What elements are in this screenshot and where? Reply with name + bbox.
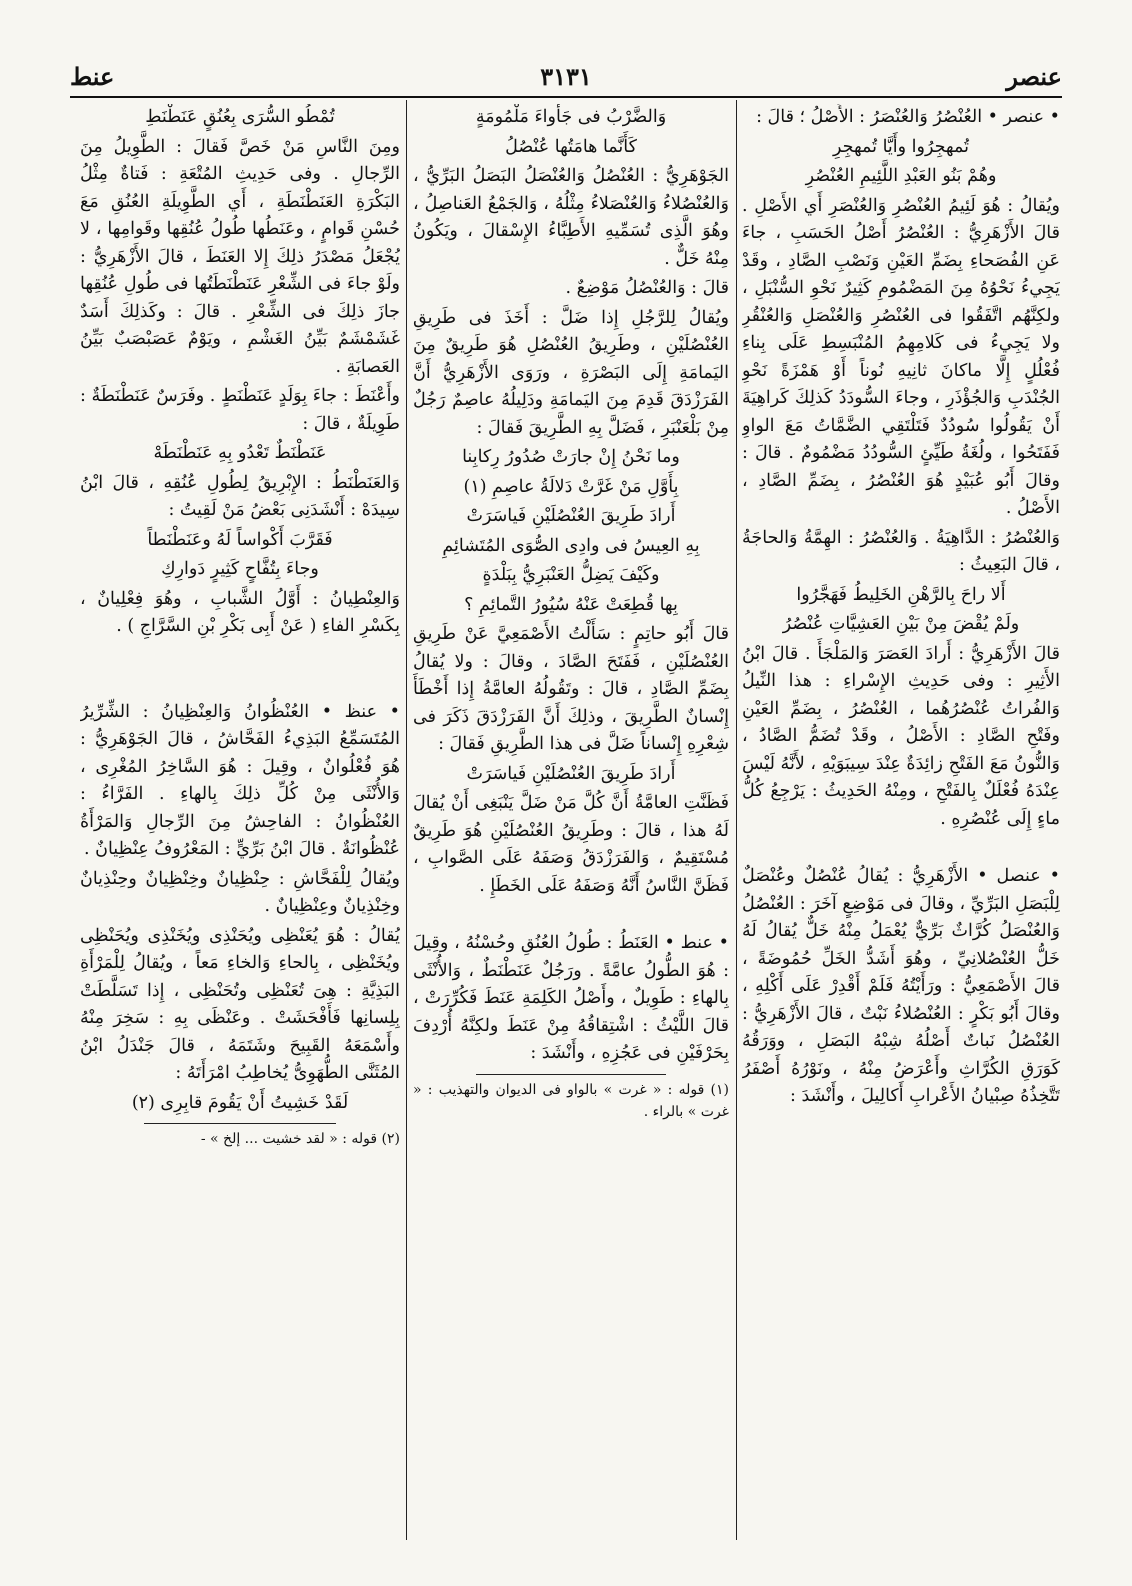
footnote-rule [144,1123,336,1124]
left-column-body [80,104,400,1117]
verse-line: وكَيْفَ يَضِلُّ العَنْبَرِيُّ بِبَلْدَةٍ [482,565,660,585]
paragraph: فَظَنَّتِ العامَّةُ أَنَّ كُلَّ مَنْ ضَلَّ يَنْبَغِى أَنْ يُقالَ لَهُ هذا ، قالَ : وطَرِيقُ العُنْصُلَيْنِ هُوَ طَرِيقٌ مُسْتَقِيمٌ ، وَالفَرَزْدَقُ وَصَفَهُ عَلَى الصَّوابِ ، فَظَنَّ النَّاسُ أَنَّهُ وَصَفَهُ عَلَى الخَطَإِ . [413,793,729,896]
entry-gap [80,643,400,671]
paragraph: وَالعَنَطْنَطُ : الإِبْرِيقُ لِطُولِ عُنُقِهِ ، قالَ ابْنُ سِيدَهْ : أَنْشَدَنِى بَعْضُ مَنْ لَقِيتُ : [80,472,400,520]
paragraph: وَالعُنْصُرُ : الدَّاهِيَةُ . وَالعُنْصُرُ : الهِمَّةُ وَالحاجَةُ ، قالَ البَعِيثُ : [742,527,1060,575]
paragraph: قالَ : وَالعُنْصُلُ مَوْضِعٌ . [565,278,729,298]
verse-line: فَقَرَّبَ أَكْواساً لَهُ وعَنَطْنَطاً [147,529,333,550]
left-column [80,104,400,1544]
paragraph: وَالعِنْطِيانُ : أَوَّلُ الشَّبابِ ، وهُوَ فِعْلِيانٌ ، بِكَسْرِ الفاءِ ( عَنْ أَبِى بَكْرِ بْنِ السَّرَّاجِ ) . [80,588,400,636]
entry-gap [80,671,400,699]
verse-line: وهُمْ بَنُو العَبْدِ اللَّئِيمِ العُنْصُرِ [805,166,997,186]
entry-gap [413,902,729,930]
footnote-rule [476,1074,666,1075]
verse-line: وما نَحْنُ إِنْ جارَتْ صُدُورُ رِكابِنا [462,447,680,467]
middle-footnote: (١) قوله : « غرت » بالواو فى الديوان والتهذيب : « غرت » بالراء . [413,1081,729,1120]
paragraph: ومِنَ النَّاسِ مَنْ خَصَّ فَقالَ : الطَّوِيلُ مِنَ الرِّجالِ . وفى حَدِيثِ المُتْعَةِ : فَتاةٌ مِثْلُ البَكْرَةِ العَنَطْنَطَةِ ، أَي الطَّوِيلَةِ العُنُقِ مَعَ حُسْنِ قَوامٍ ، وعَنَطُها طُولُ عُنُقِها وقَوامِها ، لا يُجْعَلُ مَصْدَرُ ذلِكَ إِلا العَنَطَ ، قالَ الأَزْهَرِيُّ : ولَوْ جاءَ فى الشِّعْرِ عَنَطْنَطَتُها فى طُولِ عُنُقِها جازَ ذلِكَ فى الشِّعْرِ . قالَ : وكَذلِكَ أَسَدٌ غَشَمْشَمٌ بَيِّنُ الغَشْمِ ، ويَوْمٌ عَصَبْصَبٌ بَيِّنُ العَصابَةِ . [80,136,400,377]
paragraph: وأَعْنَطَ : جاءَ بِوَلَدٍ عَنَطْنَطٍ . وفَرَسٌ عَنَطْنَطَةٌ : طَوِيلَةٌ ، قالَ : [80,386,400,434]
verse-line: أَرادَ طَرِيقَ العُنْصُلَيْنِ فَياسَرَتْ [466,506,676,526]
paragraph: قالَ أَبُو حاتِمٍ : سَأَلْتُ الأَصْمَعِيَّ عَنْ طَرِيقِ العُنْصُلَيْنِ ، فَفَتَحَ الصَّادَ ، وقالَ : ولا يُقالُ بِضَمِّ الصَّادِ ، قالَ : وتَقُولُهُ العامَّةُ إِذا أَخْطَأَ إِنْسانٌ الطَّرِيقَ ، وذلِكَ أَنَّ الفَرَزْدَقَ ذَكَرَ فى شِعْرِهِ إِنْساناً ضَلَّ فى هذا الطَّرِيقِ فَقالَ : [413,624,729,754]
verse-line: لَقَدْ خَشِيتُ أَنْ يَقُومَ قابِرِى (٢) [131,1092,349,1113]
paragraph: ويُقالُ لِلْفَحَّاشِ : حِنْظِيانٌ وخِنْظِيانٌ وحِنْذِيانٌ وخِنْذِيانٌ وعِنْظِيانٌ . [80,868,400,916]
column-divider-right [736,100,737,1540]
header-rule [70,96,1062,98]
paragraph: قالَ الأَزْهَرِيُّ : أَرادَ العَصَرَ وَالمَلْجَأَ . قالَ ابْنُ الأَثِيرِ : وفى حَدِيثِ الإِسْراءِ : هذا النِّيلُ وَالفُراتُ عُنْصُرُهُما ، العُنْصُرُ ، بِضَمِّ العَيْنِ وفَتْحِ الصَّادِ : الأَصْلُ ، وقَدْ تُضَمُّ الصَّادُ ، وَالنُّونُ مَعَ الفَتْحِ زائِدَةٌ عِنْدَ سِيبَوَيْهِ ، لأَنَّهُ لَيْسَ عِنْدَهُ فُعْلَلٌ بِالفَتْحِ ، ومِنْهُ الحَدِيثُ : يَرْجِعُ كُلُّ ماءٍ إِلَى عُنْصُرِهِ . [742,643,1060,829]
header-left-word: عنط [70,62,115,91]
paragraph: الجَوْهَرِيُّ : العُنْصُلُ وَالعُنْصَلُ البَصَلُ البَرِّيُّ ، وَالعُنْصُلاءُ وَالعُنْصَلاءُ مِثْلُهُ ، وَالجَمْعُ العَناصِلُ ، وهُوَ الَّذِى تُسَمِّيهِ الأَطِبَّاءُ الإِسْقالَ ، ويَكُونُ مِنْهُ خَلٌّ . [413,166,729,269]
verse-line: أَلا راحَ بِالرَّهْنِ الخَلِيطُ فَهَجَّرُوا [796,584,1006,605]
verse-line: ولَمْ يُقْضَ مِنْ بَيْنِ العَشِيَّاتِ عُنْصُرُ [782,614,1020,634]
entry-gap [742,835,1060,863]
middle-column [413,104,729,1544]
header-right-word: عنصر [1006,62,1062,91]
column-divider-left [406,100,407,1540]
verse-line: عَنَطْنَطٌ تَعْدُو بِهِ عَنَطْنَطَهْ [153,443,327,463]
page-number: ٣١٣١ [540,62,592,91]
verse-line: وَالضَّرْبُ فى جَأْواءَ مَلْمُومَةٍ [475,107,667,127]
verse-line: كَأَنَّما هامَتُها عُنْصُلُ [505,136,637,157]
paragraph: ويُقالُ : هُوَ لَئِيمُ العُنْصُرِ وَالعُنْصَرِ أَي الأَصْلِ . قالَ الأَزْهَرِيُّ : العُنْصُرُ أَصْلُ الحَسَبِ ، جاءَ عَنِ الفُصَحاءِ بِضَمِّ العَيْنِ وَنَصْبِ الصَّادِ ، وقَدْ يَجِيءُ نَحْوُهُ مِنَ المَضْمُومِ كَثِيرٌ نَحْوِ السُّنْبَلِ ، ولكِنَّهُم اتَّفَقُوا فى العُنْصُرِ وَالعُنْصَلِ وَالعُنْقُرِ ولا يَجِيءُ فى كَلامِهِمُ المُنْبَسِطِ عَلَى بِناءِ فُعْلُلٍ إِلَّا ماكانَ ثانِيهِ نُوناً أَوْ هَمْزَةً نَحْوِ الجُنْدَبِ وَالجُؤْذَرِ ، وجاءَ السُّودَدُ كَذلِكَ كَراهِيَةَ أَنْ يَقُولُوا سُودُدٌ فَتَلْتَقِي الضَّمَّاتُ مَعَ الواوِ فَفَتَحُوا ، ولُغَةُ طَيِّئٍ السُّودُدُ مَضْمُومٌ . قالَ : وقالَ أَبُو عُبَيْدٍ هُوَ العُنْصُرُ ، بِضَمِّ الصَّادِ ، الأَصْلُ . [742,195,1060,518]
paragraph: • عنظ • العُنْظُوانُ وَالعِنْظِيانُ : الشِّرِّيرُ المُتَسَمِّعُ البَذِيءُ الفَحَّاشُ ، قالَ الجَوْهَرِيُّ : هُوَ فُعْلُوانٌ ، وقِيلَ : هُوَ السَّاخِرُ المُغْرِى ، وَالأُنْثَى مِنْ كُلِّ ذلِكَ بِالهاءِ . الفَرَّاءُ : العُنْظُوانُ : الفاحِشُ مِنَ الرِّجالِ وَالمَرْأَةُ عُنْظُوانَةٌ . قالَ ابْنُ بَرِّيٍّ : المَعْرُوفُ عِنْظِيانٌ . [80,701,400,859]
paragraph: • عنط • العَنَطُ : طُولُ العُنُقِ وحُسْنُهُ ، وقِيلَ : هُوَ الطُّولُ عامَّةً . ورَجُلٌ عَنَطْنَطٌ ، وَالأُنْثَى بِالهاءِ : طَوِيلٌ ، وأَصْلُ الكَلِمَةِ عَنَطَ فَكُرِّرَتْ ، قالَ اللَّيْثُ : اشْتِقاقُهُ مِنْ عَنَطَ ولكِنَّهُ أُرْدِفَ بِحَرْفَيْنِ فى عَجُزِهِ ، وأَنْشَدَ : [413,933,729,1063]
paragraph: ويُقالُ لِلرَّجُلِ إِذا ضَلَّ : أَخَذَ فى طَرِيقِ العُنْصُلَيْنِ ، وطَرِيقُ العُنْصُلِ هُوَ طَرِيقٌ مِنَ اليَمامَةِ إِلَى البَصْرَةِ ، ورَوَى الأَزْهَرِيُّ أَنَّ الفَرَزْدَقَ قَدِمَ مِنَ اليَمامَةِ ودَلِيلُهُ عاصِمٌ رَجُلٌ مِنْ بَلْعَنْبَرِ ، فَضَلَّ بِهِ الطَّرِيقَ فَقالَ : [413,307,729,438]
verse-line: بِأَوَّلِ مَنْ غَرَّتْ دَلالَةُ عاصِمِ (١) [463,476,679,497]
verse-line: أَرادَ طَرِيقَ العُنْصُلَيْنِ فَياسَرَتْ [466,763,676,784]
paragraph: يُقالُ : هُوَ يُعَنْظِى ويُحَنْذِى ويُخَنْذِى ويُحَنْظِى ويُخَنْظِى ، بِالحاءِ وَالخاءِ مَعاً ، ويُقالُ لِلْمَرْأَةِ البَذِيَّةِ : هِىَ تُعَنْظِى وتُحَنْظِى ، إِذا تَسَلَّطَتْ بِلِسانِها فَأَفْحَشَتْ . وعَنْظَى بِهِ : سَخِرَ مِنْهُ وأَسْمَعَهُ القَبِيحَ وشَتَمَهُ ، قالَ جَنْدَلُ ابْنُ المُثَنَّى الطُّهَوِىُّ يُخاطِبُ امْرَأَتَهُ : [80,925,400,1083]
verse-line: وجاءَ بِتُفَّاحٍ كَثِيرٍ دَوارِكِ [161,559,319,579]
verse-line: بِهِ العِيسُ فى وادِى الصُّوَى المُتَشائِمِ [442,535,700,556]
paragraph: • عنصل • الأَزْهَرِيُّ : يُقالُ عُنْصُلٌ وعُنْصَلٌ لِلْبَصَلِ البَرِّيِّ ، وقالَ فى مَوْضِعٍ آخَرَ : العُنْصُلُ وَالعُنْصَلُ كُرَّاثٌ بَرِّيٌّ يُعْمَلُ مِنْهُ خَلٌّ يُقالُ لَهُ خَلُّ العُنْصُلانِيِّ ، وهُوَ أَشَدُّ الخَلِّ حُمُوضَةً ، قالَ الأَصْمَعِيُّ : ورَأَيْتُهُ فَلَمْ أَقْدِرْ عَلَى أَكْلِهِ ، وقالَ أَبُو بَكْرٍ : العُنْصُلاءُ نَبْتٌ ، قالَ الأَزْهَرِيُّ : العُنْصُلُ نَباتٌ أَصْلُهُ شِبْهُ البَصَلِ ، ووَرَقُهُ كَوَرَقِ الكُرَّاثِ وأَعْرَضُ مِنْهُ ، ونَوْرُهُ أَصْفَرُ تَتَّخِذُهُ صِبْيانُ الأَعْرابِ أَكالِيلَ ، وأَنْشَدَ : [742,866,1060,1106]
middle-column-body [413,104,729,1068]
paragraph: • عنصر • العُنْصُرُ وَالعُنْصَرُ : الأَصْلُ ؛ قالَ : [756,107,1060,127]
right-column [742,104,1060,1544]
left-footnote: (٢) قوله : « لقد خشيت ... إلخ » - [200,1131,400,1147]
verse-line: تُمهجِرُوا وأَيَّا تُمهجِرِ [833,136,969,157]
verse-line: بِها قُطِعَتْ عَنْهُ سُيُورُ التَّمائِمِ ؟ [464,594,678,615]
verse-line: تُمْطُو السُّرَى بِعُنُقٍ عَنَطْنَطِ [145,107,335,127]
